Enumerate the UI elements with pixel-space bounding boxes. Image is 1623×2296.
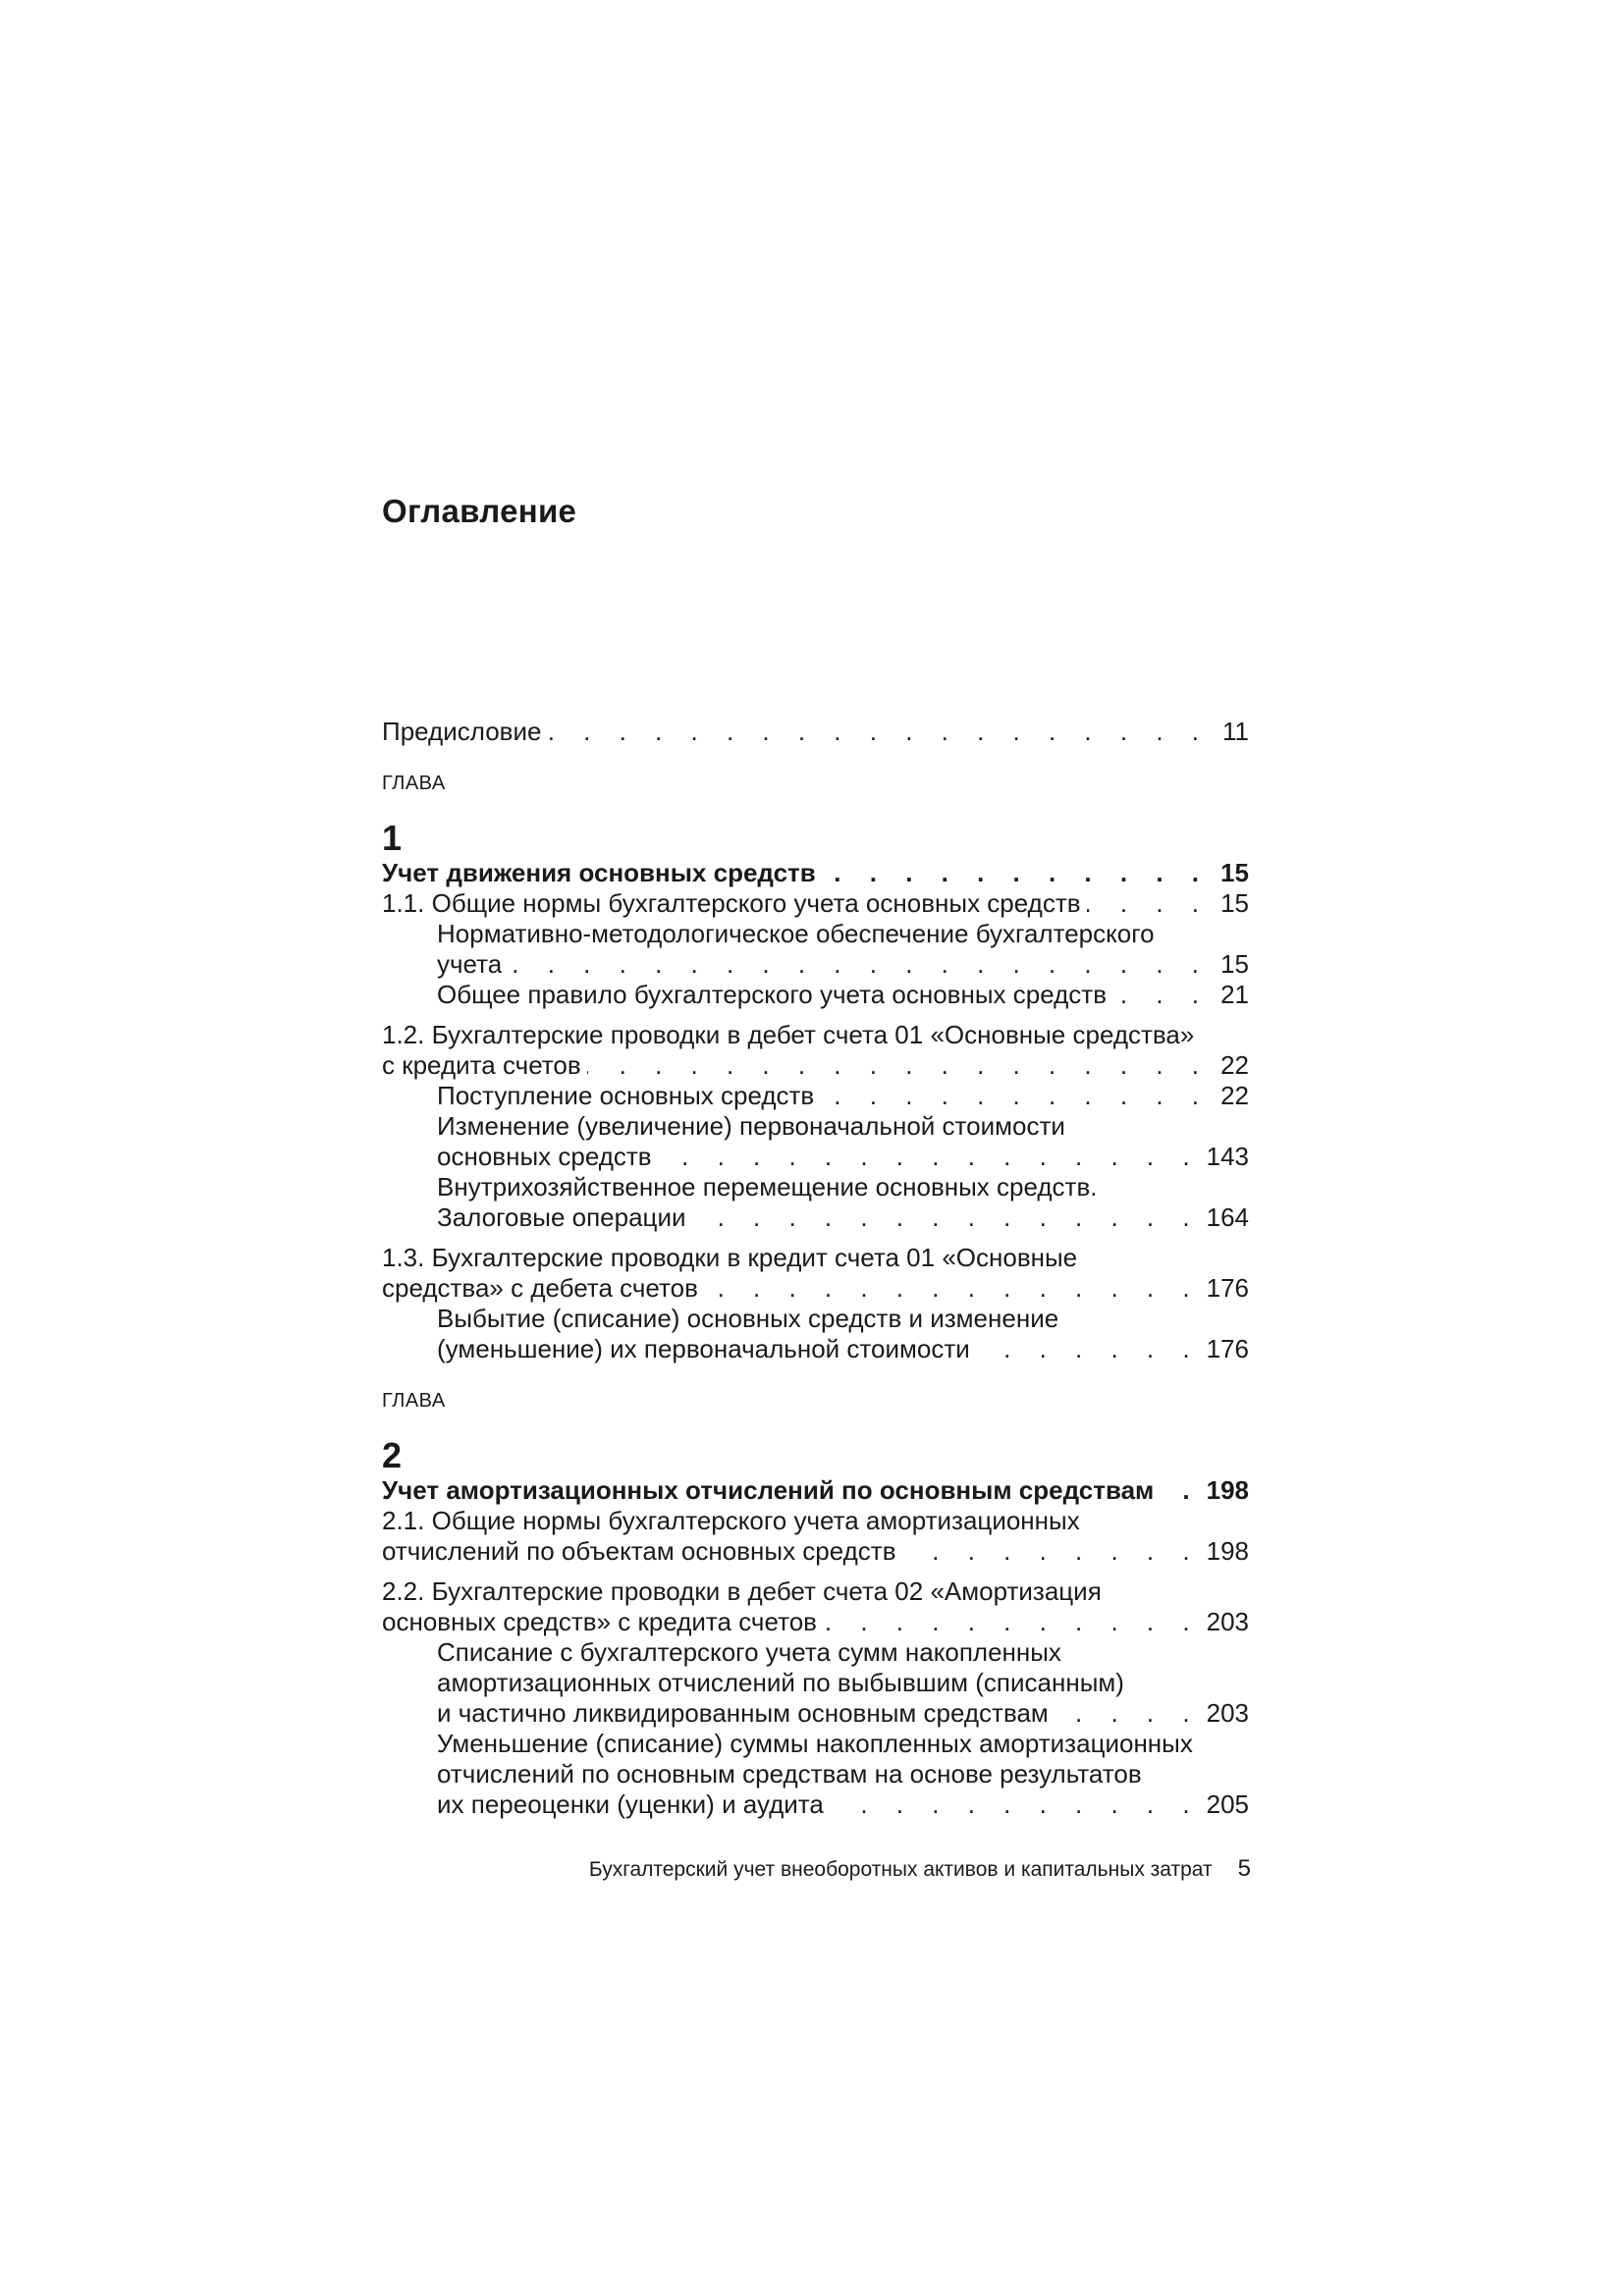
toc-entry-line: основных средств» с кредита счетов	[382, 1607, 817, 1636]
toc-page-number: 15	[1220, 888, 1249, 918]
toc-page-number: 176	[1206, 1334, 1249, 1363]
toc-entry-line: основных средств	[437, 1142, 652, 1171]
table-of-contents	[382, 717, 1249, 1820]
dot-leader	[1087, 888, 1210, 919]
dot-leader	[508, 949, 1210, 980]
toc-page-number: 203	[1206, 1698, 1249, 1728]
toc-page-number: 198	[1206, 1475, 1249, 1505]
toc-page-number: 22	[1220, 1050, 1249, 1080]
toc-page-number: 203	[1206, 1607, 1249, 1636]
toc-entry-line: Залоговые операции	[437, 1202, 686, 1232]
toc-entry-line: и частично ликвидированным основным средствам	[437, 1698, 1049, 1728]
dot-leader	[1112, 980, 1210, 1010]
chapter-number: 2	[382, 1435, 403, 1475]
toc-subsection[interactable]	[382, 980, 1249, 1010]
toc-entry-text: 1.1. Общие нормы бухгалтерского учета основных средств	[382, 888, 1081, 918]
toc-subsection[interactable]	[382, 1081, 1249, 1111]
dot-leader	[547, 717, 1210, 747]
toc-entry-line: средства» с дебета счетов	[382, 1273, 698, 1303]
toc-page-number: 11	[1222, 717, 1249, 746]
toc-entry-line: их переоценки (уценки) и аудита	[437, 1789, 824, 1819]
toc-entry-line: Изменение (увеличение) первоначальной стоимости	[437, 1111, 1065, 1141]
running-title: Бухгалтерский учет внеоборотных активов и капитальных затрат	[588, 1858, 1213, 1881]
toc-subsection[interactable]	[382, 1637, 1249, 1729]
toc-page-number: 15	[1220, 949, 1249, 979]
toc-page-number: 22	[1220, 1081, 1249, 1110]
dot-leader	[830, 1789, 1201, 1820]
toc-entry-text: Поступление основных средств	[437, 1081, 815, 1110]
dot-leader	[976, 1334, 1201, 1364]
toc-entry-line: 1.3. Бухгалтерские проводки в кредит счета 01 «Основные	[382, 1243, 1078, 1272]
toc-entry-line: отчислений по объектам основных средств	[382, 1536, 896, 1566]
chapter-label: ГЛАВА	[382, 1390, 446, 1412]
toc-page-number: 21	[1220, 980, 1249, 1009]
toc-entry-line: отчислений по основным средствам на основе результатов	[437, 1759, 1142, 1789]
toc-entry-line: амортизационных отчислений по выбывшим (списанным)	[437, 1668, 1124, 1697]
toc-entry-preface[interactable]	[382, 717, 1249, 747]
toc-chapter-heading[interactable]	[382, 858, 1249, 888]
dot-leader	[587, 1050, 1210, 1081]
toc-page-number: 164	[1206, 1202, 1249, 1232]
dot-leader	[822, 858, 1210, 888]
page-number: 5	[1237, 1855, 1251, 1882]
toc-section-1-3[interactable]	[382, 1243, 1249, 1304]
dot-leader	[823, 1607, 1201, 1637]
toc-entry-line: 2.1. Общие нормы бухгалтерского учета амортизационных	[382, 1506, 1080, 1535]
toc-section-2-1[interactable]	[382, 1506, 1249, 1567]
dot-leader	[902, 1536, 1201, 1567]
toc-subsection[interactable]	[382, 1111, 1249, 1172]
toc-page-number: 198	[1206, 1536, 1249, 1566]
chapter-number: 1	[382, 818, 403, 858]
dot-leader	[704, 1273, 1201, 1304]
toc-entry-line: Выбытие (списание) основных средств и изменение	[437, 1304, 1059, 1333]
toc-chapter-heading[interactable]	[382, 1475, 1249, 1506]
toc-entry-text: Предисловие	[382, 717, 542, 746]
toc-entry-line: 1.2. Бухгалтерские проводки в дебет счета 01 «Основные средства»	[382, 1020, 1195, 1049]
toc-entry-line: Списание с бухгалтерского учета сумм накопленных	[437, 1637, 1061, 1667]
toc-entry-line: с кредита счетов	[382, 1050, 581, 1080]
toc-subsection[interactable]	[382, 1304, 1249, 1364]
toc-page-number: 143	[1206, 1142, 1249, 1171]
toc-page-number: 176	[1206, 1273, 1249, 1303]
dot-leader	[820, 1081, 1210, 1111]
page-footer	[589, 1855, 1251, 1883]
toc-subsection[interactable]	[382, 1729, 1249, 1820]
toc-entry-text: Учет движения основных средств	[382, 858, 816, 887]
dot-leader	[1055, 1698, 1201, 1729]
toc-entry-text: Общее правило бухгалтерского учета основных средств	[437, 980, 1108, 1009]
toc-section-1-1[interactable]	[382, 888, 1249, 919]
toc-section-2-2[interactable]	[382, 1576, 1249, 1637]
toc-entry-line: Внутрихозяйственное перемещение основных средств.	[437, 1172, 1098, 1201]
toc-entry-line: учета	[437, 949, 503, 979]
dot-leader	[692, 1202, 1201, 1233]
toc-entry-line: Уменьшение (списание) суммы накопленных амортизационных	[437, 1729, 1193, 1758]
dot-leader	[658, 1142, 1201, 1172]
toc-entry-line: 2.2. Бухгалтерские проводки в дебет счета 02 «Амортизация	[382, 1576, 1102, 1606]
toc-entry-line: (уменьшение) их первоначальной стоимости	[437, 1334, 970, 1363]
toc-entry-text: Учет амортизационных отчислений по основным средствам	[382, 1475, 1155, 1505]
toc-section-1-2[interactable]	[382, 1020, 1249, 1081]
toc-page-number: 205	[1206, 1789, 1249, 1819]
toc-entry-line: Нормативно-методологическое обеспечение бухгалтерского	[437, 919, 1155, 948]
toc-page-number: 15	[1220, 858, 1249, 887]
page-title: Оглавление	[382, 493, 577, 529]
chapter-label: ГЛАВА	[382, 773, 446, 794]
dot-leader	[1160, 1475, 1200, 1506]
toc-subsection[interactable]	[382, 1172, 1249, 1233]
toc-subsection[interactable]	[382, 919, 1249, 980]
